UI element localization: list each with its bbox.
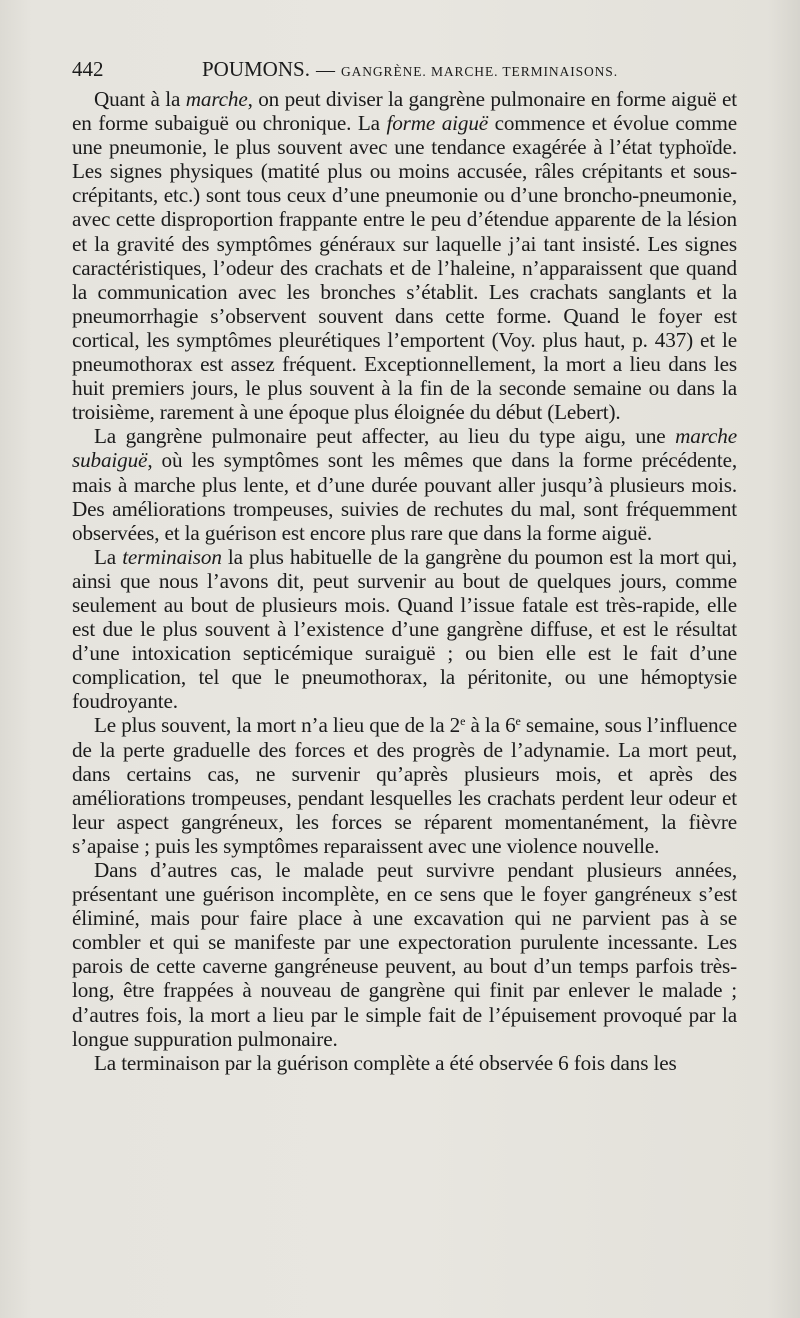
- italic-term: marche subaiguë: [72, 424, 737, 473]
- ordinal-suffix: e: [515, 714, 521, 729]
- paragraph-marche-aigue: Quant à la marche, on peut diviser la gangrène pulmonaire en forme aiguë et en forme subaiguë ou chronique. La forme aiguë commence et évolue comme une pneumonie, le plus souvent avec une tendance exagérée à l’état typhoïde. Les signes physiques (matité plus ou moins accusée, râles crépitants et sous-crépitants, etc.) sont tous ceux d’une pneumonie ou d’une broncho-pneumonie, avec cette disproportion frappante entre le peu d’étendue apparente de la lésion et la gravité des symptômes généraux sur laquelle j’ai tant insisté. Les signes caractéristiques, l’odeur des crachats et de l’haleine, n’apparaissent que quand la communication avec les bronches s’établit. Les crachats sanglants et la pneumorrhagie s’observent souvent dans cette forme. Quand le foyer est cortical, les symptômes pleurétiques l’emportent (Voy. plus haut, p. 437) et le pneumothorax est assez fréquent. Exceptionnellement, la mort a lieu dans les huit premiers jours, le plus souvent à la fin de la seconde semaine ou dans la troisième, rarement à une époque plus éloignée du début (Lebert).: [72, 87, 737, 425]
- body-text: [72, 87, 737, 1075]
- running-header: [72, 54, 736, 84]
- ordinal-suffix: e: [460, 714, 466, 729]
- paragraph-terminaison: La terminaison la plus habituelle de la gangrène du poumon est la mort qui, ainsi que nous l’avons dit, peut survenir au bout de quelques jours, comme seulement au bout de plusieurs mois. Quand l’issue fatale est très-rapide, elle est due le plus souvent à l’existence d’une gangrène diffuse, et est le résultat d’une intoxication septicémique suraiguë ; ou bien elle est le fait d’une complication, tel que le pneumothorax, la péritonite, ou une hémoptysie foudroyante.: [72, 544, 737, 714]
- page-number: 442: [72, 57, 104, 81]
- running-title-sub: GANGRÈNE. MARCHE. TERMINAISONS.: [340, 64, 618, 79]
- paragraph-marche-subaigue: La gangrène pulmonaire peut affecter, au lieu du type aigu, une marche subaiguë, où les symptômes sont les mêmes que dans la forme précédente, mais à marche plus lente, et d’une durée pouvant aller jusqu’à plusieurs mois. Des améliorations trompeuses, suivies de rechutes du mal, sont fréquemment observées, et la guérison est encore plus rare que dans la forme aiguë.: [72, 424, 737, 545]
- italic-term: forme aiguë: [386, 111, 489, 136]
- italic-term: marche: [185, 87, 248, 111]
- paragraph-survie: Dans d’autres cas, le malade peut survivre pendant plusieurs années, présentant une guérison incomplète, en ce sens que le foyer gangréneux s’est éliminé, mais pour faire place à une excavation qui ne parvient pas à se combler et qui se manifeste par une expectoration purulente incessante. Les parois de cette caverne gangréneuse peuvent, au bout d’un temps parfois très-long, être frappées à nouveau de gangrène qui finit par enlever le malade ; d’autres fois, la mort a lieu par le simple fait de l’épuisement provoqué par la longue suppuration pulmonaire.: [72, 858, 737, 1051]
- italic-term: terminaison: [122, 544, 222, 569]
- running-title: [202, 54, 618, 87]
- running-title-dash: —: [315, 60, 335, 81]
- paragraph-mort-semaines: Le plus souvent, la mort n’a lieu que de la 2e à la 6e semaine, sous l’influence de la perte graduelle des forces et des progrès de l’adynamie. La mort peut, dans certains cas, ne survenir qu’après plusieurs mois, et après des améliorations trompeuses, pendant lesquelles les crachats perdent leur odeur et leur aspect gangréneux, les forces se réparent momentanément, la fièvre s’apaise ; puis les symptômes reparaissent avec une violence nouvelle.: [72, 713, 737, 858]
- running-title-main: POUMONS.: [202, 57, 310, 81]
- paragraph-guerison: La terminaison par la guérison complète a été observée 6 fois dans les: [94, 1050, 677, 1075]
